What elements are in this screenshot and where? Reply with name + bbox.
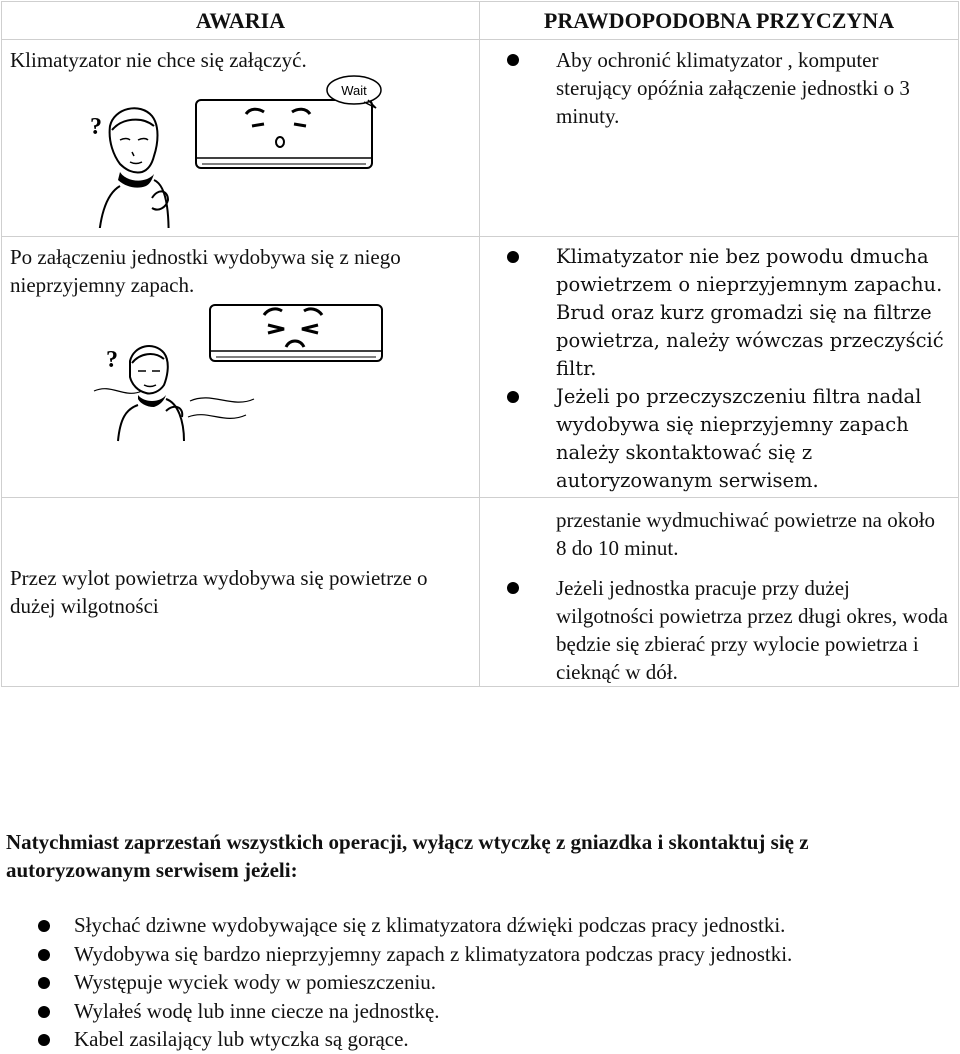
warning-item-text: Kabel zasilający lub wtyczka są gorące.	[74, 1027, 409, 1051]
fault-cell	[2, 237, 480, 498]
warning-item-text: Wylałeś wodę lub inne ciecze na jednostkę.	[74, 998, 440, 1023]
list-item	[6, 940, 956, 969]
fault-column-header: AWARIA	[2, 2, 480, 40]
fault-cell	[2, 498, 480, 687]
wait-label: Wait	[341, 83, 367, 98]
cause-cell	[480, 40, 959, 237]
troubleshooting-table	[1, 1, 959, 687]
list-item	[6, 1025, 956, 1054]
cause-cell	[480, 237, 959, 498]
svg-text:?: ?	[90, 114, 102, 140]
cause-cell	[480, 498, 959, 687]
warning-item-text: Występuje wyciek wody w pomieszczeniu.	[74, 970, 437, 994]
table-header-row	[2, 2, 959, 40]
bullet-icon	[507, 391, 519, 403]
bullet-icon	[38, 920, 50, 932]
bullet-icon	[38, 1006, 50, 1018]
cause-item	[480, 243, 958, 383]
cause-list	[480, 40, 958, 130]
cause-item	[480, 574, 958, 686]
warning-heading: Natychmiast zaprzestań wszystkich operacji, wyłącz wtyczkę z gniazdka i skontaktuj się z autoryzowanym serwisem jeżeli:	[6, 830, 809, 882]
svg-text:?: ?	[106, 347, 118, 373]
cause-list	[480, 237, 958, 495]
cause-text: Jeżeli po przeczyszczeniu filtra nadal wydobywa się nieprzyjemny zapach należy skontaktować się z autoryzowanym serwisem.	[556, 385, 922, 492]
list-item	[6, 968, 956, 997]
table-row	[2, 237, 959, 498]
bullet-icon	[507, 54, 519, 66]
bullet-icon	[507, 582, 519, 594]
bullet-icon	[507, 251, 519, 263]
cause-text: Klimatyzator nie bez powodu dmucha powietrzem o nieprzyjemnym zapachu. Brud oraz kurz gromadzi się na filtrze powietrza, należy wówczas przeczyścić filtr.	[556, 245, 944, 380]
bullet-icon	[38, 977, 50, 989]
troubleshooting-table-container	[1, 1, 958, 687]
warning-list	[6, 911, 956, 1054]
warning-item-text: Wydobywa się bardzo nieprzyjemny zapach z klimatyzatora podczas pracy jednostki.	[74, 941, 793, 966]
fault-cell	[2, 40, 480, 237]
cause-continuation-text: przestanie wydmuchiwać powietrze na około 8 do 10 minut.	[556, 508, 936, 560]
cause-text: Jeżeli jednostka pracuje przy dużej wilgotności powietrza przez długi okres, woda będzie się zbierać przy wylocie powietrza i cieknąć w dół.	[556, 576, 948, 684]
cause-item	[480, 383, 958, 495]
bullet-icon	[38, 1034, 50, 1046]
list-item	[6, 997, 956, 1026]
fault-text: Przez wylot powietrza wydobywa się powietrze o dużej wilgotności	[10, 566, 428, 618]
woman-smelling-ac-illustration	[2, 291, 479, 461]
list-item	[6, 911, 956, 940]
fault-text: Po załączeniu jednostki wydobywa się z niego nieprzyjemny zapach.	[10, 245, 401, 297]
cause-list	[480, 562, 958, 686]
table-row	[2, 40, 959, 237]
cause-column-header: PRAWDOPODOBNA PRZYCZYNA	[480, 2, 959, 40]
cause-item	[480, 46, 958, 130]
fault-text: Klimatyzator nie chce się załączyć.	[10, 48, 307, 72]
table-row	[2, 498, 959, 687]
warning-item-text: Słychać dziwne wydobywające się z klimatyzatora dźwięki podczas pracy jednostki.	[74, 913, 786, 937]
bullet-icon	[38, 949, 50, 961]
cause-text: Aby ochronić klimatyzator , komputer sterujący opóźnia załączenie jednostki o 3 minuty.	[556, 48, 910, 128]
woman-waiting-ac-illustration	[2, 68, 479, 228]
